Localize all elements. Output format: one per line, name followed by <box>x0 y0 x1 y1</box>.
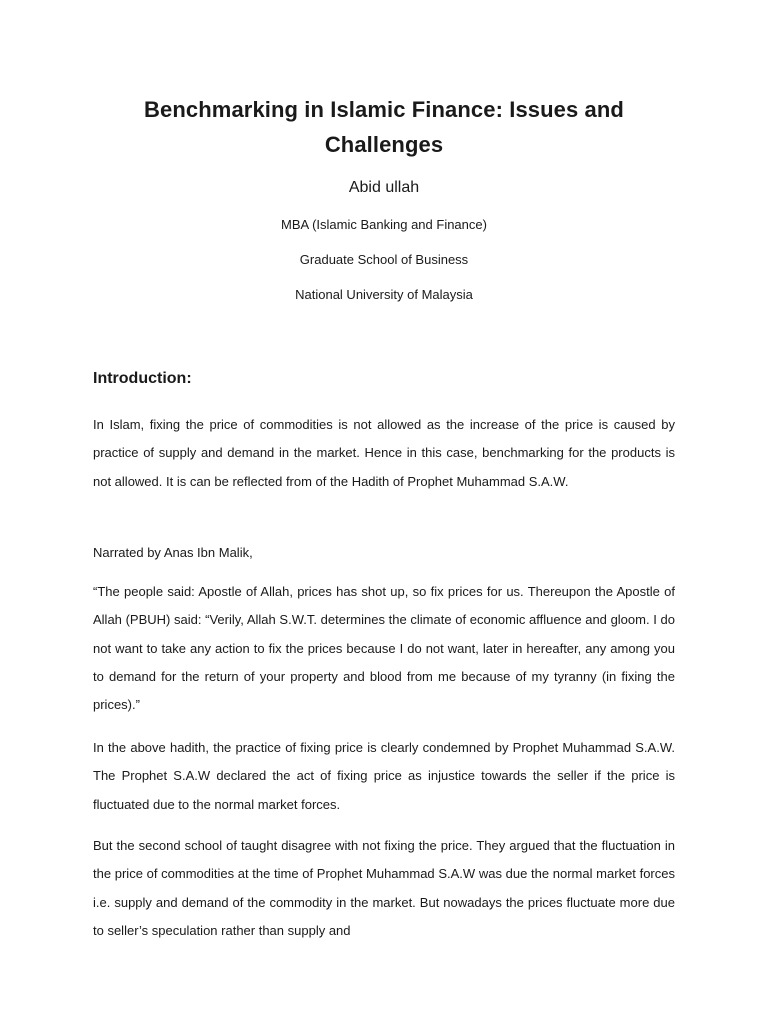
affiliation-degree: MBA (Islamic Banking and Finance) <box>281 217 487 232</box>
paragraph-hadith-quote: “The people said: Apostle of Allah, prices has shot up, so fix prices for us. Thereupon the Apostle of Allah (PBUH) said: “Verily, Allah S.W.T. determines the climate of economic affluence and gloom. I do not want to take any action to fix the prices because I do not want, later in hereafter, any among you to demand for the return of your property and blood from me because of my tyranny (in fixing the prices).” <box>93 584 675 713</box>
paragraph-intro: In Islam, fixing the price of commodities is not allowed as the increase of the price is caused by practice of supply and demand in the market. Hence in this case, benchmarking for the products is not allowed. It is can be reflected from of the Hadith of Prophet Muhammad S.A.W. <box>93 417 675 489</box>
author-name: Abid ullah <box>348 179 420 196</box>
paragraph-second-school: But the second school of taught disagree with not fixing the price. They argued that the fluctuation in the price of commodities at the time of Prophet Muhammad S.A.W was due the normal market forces i.e. supply and demand of the commodity in the market. But nowadays the prices fluctuate more due to seller’s speculation rather than supply and <box>93 838 675 938</box>
document-title: Benchmarking in Islamic Finance: Issues and Challenges <box>144 97 624 157</box>
paragraph-hadith-analysis: In the above hadith, the practice of fixing price is clearly condemned by Prophet Muhammad S.A.W. The Prophet S.A.W declared the act of fixing price as injustice towards the seller if the price is fluctuated due to the normal market forces. <box>93 740 675 812</box>
affiliation-school: Graduate School of Business <box>299 252 469 267</box>
section-heading-introduction: Introduction: <box>93 370 192 387</box>
affiliation-university: National University of Malaysia <box>295 287 473 302</box>
paragraph-narrator: Narrated by Anas Ibn Malik, <box>93 545 253 560</box>
